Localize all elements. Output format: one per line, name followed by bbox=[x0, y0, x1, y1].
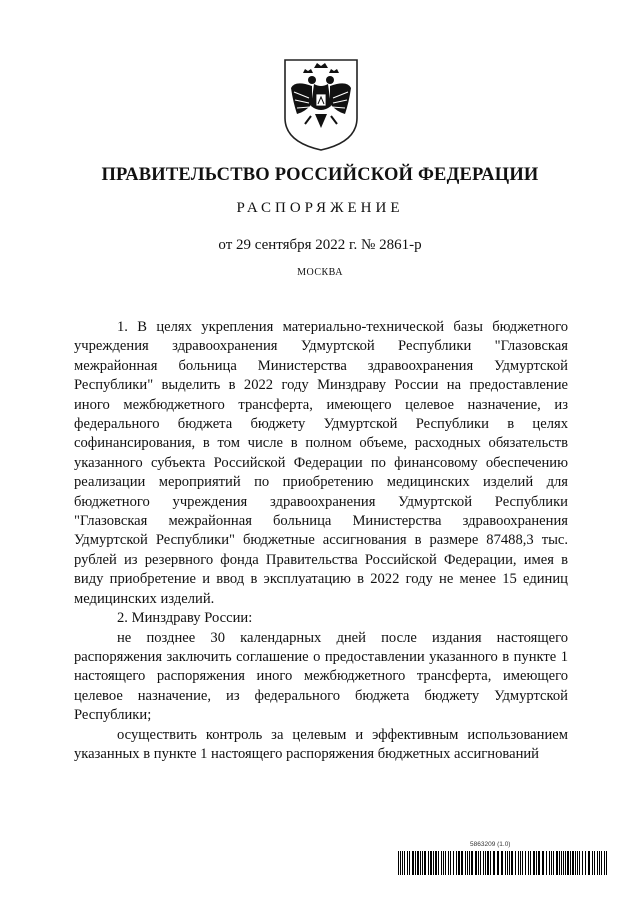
barcode-bar bbox=[563, 851, 564, 875]
barcode-bar bbox=[420, 851, 421, 875]
barcode-bar bbox=[493, 851, 495, 875]
barcode-bar bbox=[398, 851, 399, 875]
barcode-bar bbox=[478, 851, 479, 875]
barcode-bar bbox=[559, 851, 560, 875]
barcode-bar bbox=[422, 851, 423, 875]
barcode-bar bbox=[520, 851, 521, 875]
barcode-bar bbox=[505, 851, 506, 875]
paragraph-3: не позднее 30 календарных дней после издания настоящего распоряжения заключить соглашение о предоставлении указанного в пункте 1 настоящего распоряжения иного межбюджетного трансферта, имеющего целевое назначение, из федерального бюджета бюджету Удмуртской Республики; bbox=[74, 629, 568, 724]
coat-of-arms-emblem bbox=[281, 58, 361, 152]
barcode-bar bbox=[575, 851, 576, 875]
barcode-bar bbox=[490, 851, 491, 875]
barcode-bar bbox=[579, 851, 580, 875]
barcode-bar bbox=[604, 851, 605, 875]
barcode-bar bbox=[518, 851, 519, 875]
barcode-bar bbox=[465, 851, 466, 875]
barcode-bar bbox=[480, 851, 481, 875]
barcode-bar bbox=[525, 851, 526, 875]
paragraph-1: 1. В целях укрепления материально-технической базы бюджетного учреждения здравоохранения Удмуртской Республики "Глазовская межрайонная больница Министерства здравоохранения Удмуртской Республики" выделить в 2022 году Минздраву России на предоставление иного межбюджетного трансферта, имеющего целевое назначение, из федерального бюджета бюджету Удмуртской Республики в целях софинансирования, в том числе в полном объеме, расходных обязательств указанного субъекта Российской Федерации по финансовому обеспечению реализации мероприятий по приобретению медицинских изделий для бюджетного учреждения здравоохранения Удмуртской Республики "Глазовская межрайонная больница Министерства здравоохранения Удмуртской Республики" бюджетные ассигнования в размере 87488,3 тыс. рублей из резервного фонда Правительства Российской Федерации, имея в виду приобретение и ввод в эксплуатацию в 2022 году не менее 15 единиц медицинских изделий. bbox=[74, 319, 568, 607]
barcode-bar bbox=[456, 851, 457, 875]
barcode-bar bbox=[530, 851, 531, 875]
barcode-bar bbox=[585, 851, 586, 875]
barcode-bar bbox=[528, 851, 529, 875]
paragraph-2: 2. Минздраву России: bbox=[117, 610, 253, 627]
barcode-bar bbox=[417, 851, 419, 875]
barcode-bar bbox=[424, 851, 426, 875]
barcode-bar bbox=[497, 851, 499, 875]
paragraph-4: осуществить контроль за целевым и эффективным использованием указанных в пункте 1 настоящего распоряжения бюджетных ассигнований bbox=[74, 726, 568, 762]
barcode-bar bbox=[430, 851, 432, 875]
barcode-bar bbox=[538, 851, 540, 875]
barcode-bar bbox=[515, 851, 516, 875]
barcode-bar bbox=[592, 851, 593, 875]
barcode-bar bbox=[509, 851, 510, 875]
barcode-bar bbox=[400, 851, 401, 875]
barcode-bar bbox=[404, 851, 405, 875]
document-body bbox=[74, 318, 568, 764]
barcode-bar bbox=[409, 851, 410, 875]
barcode-bar bbox=[601, 851, 602, 875]
barcode-bar bbox=[546, 851, 547, 875]
barcode-bar bbox=[450, 851, 451, 875]
barcode-bar bbox=[469, 851, 470, 875]
barcode-bar bbox=[412, 851, 414, 875]
barcode-bar bbox=[553, 851, 554, 875]
barcode-bar bbox=[567, 851, 569, 875]
barcode-bar bbox=[441, 851, 442, 875]
barcode-bar bbox=[438, 851, 439, 875]
barcode-bar bbox=[551, 851, 552, 875]
barcode-bar bbox=[561, 851, 562, 875]
barcode-bar bbox=[485, 851, 486, 875]
barcode-bar bbox=[435, 851, 437, 875]
barcode-bar bbox=[507, 851, 508, 875]
barcode-bar bbox=[599, 851, 600, 875]
government-title: ПРАВИТЕЛЬСТВО РОССИЙСКОЙ ФЕДЕРАЦИИ bbox=[101, 165, 539, 185]
barcode-bar bbox=[572, 851, 574, 875]
barcode-bar bbox=[467, 851, 468, 875]
barcode-bar bbox=[542, 851, 544, 875]
barcode-bar bbox=[582, 851, 583, 875]
document-type: РАСПОРЯЖЕНИЕ bbox=[236, 200, 404, 216]
barcode bbox=[398, 851, 610, 875]
barcode-bar bbox=[453, 851, 454, 875]
barcode-bar bbox=[501, 851, 503, 875]
barcode-bar bbox=[461, 851, 463, 875]
barcode-bar bbox=[487, 851, 489, 875]
barcode-bar bbox=[556, 851, 558, 875]
barcode-bar bbox=[597, 851, 598, 875]
barcode-bar bbox=[594, 851, 595, 875]
barcode-bar bbox=[471, 851, 473, 875]
barcode-bar bbox=[407, 851, 408, 875]
barcode-bar bbox=[443, 851, 444, 875]
barcode-bar bbox=[415, 851, 416, 875]
barcode-bar bbox=[433, 851, 434, 875]
barcode-bar bbox=[511, 851, 513, 875]
barcode-bar bbox=[565, 851, 566, 875]
barcode-bar bbox=[428, 851, 429, 875]
barcode-bar bbox=[458, 851, 460, 875]
barcode-bar bbox=[522, 851, 523, 875]
barcode-bar bbox=[402, 851, 403, 875]
barcode-bar bbox=[448, 851, 449, 875]
barcode-bar bbox=[570, 851, 571, 875]
barcode-bar bbox=[483, 851, 484, 875]
barcode-bar bbox=[475, 851, 477, 875]
barcode-bar bbox=[533, 851, 535, 875]
barcode-bar bbox=[577, 851, 578, 875]
document-code: 5863209 (1.0) bbox=[470, 841, 511, 848]
city: МОСКВА bbox=[297, 267, 343, 278]
barcode-bar bbox=[445, 851, 446, 875]
barcode-bar bbox=[536, 851, 537, 875]
date-and-number: от 29 сентября 2022 г. № 2861-р bbox=[218, 237, 422, 253]
barcode-bar bbox=[549, 851, 550, 875]
barcode-bar bbox=[606, 851, 607, 875]
barcode-bar bbox=[588, 851, 590, 875]
